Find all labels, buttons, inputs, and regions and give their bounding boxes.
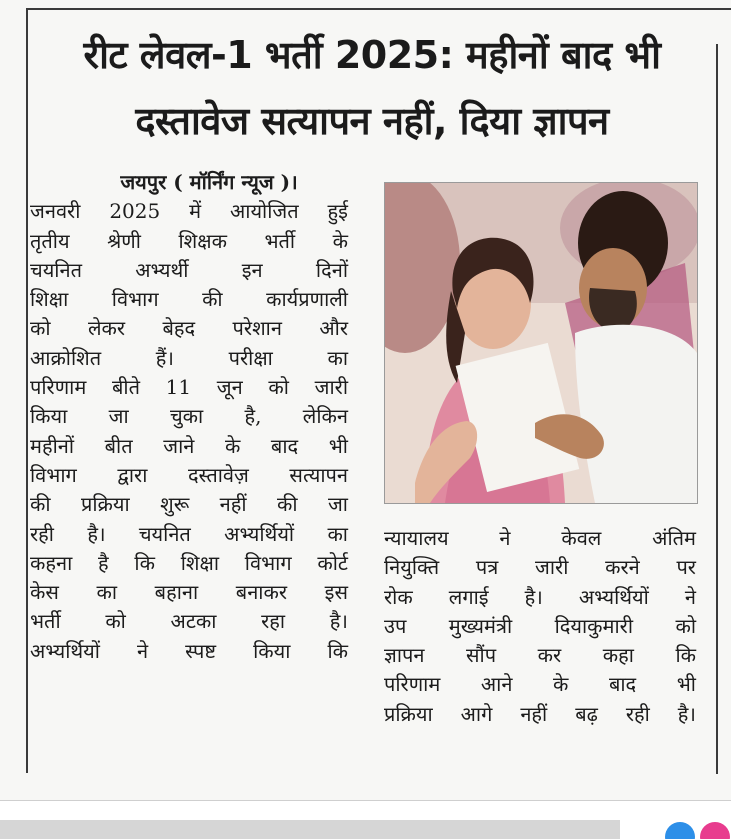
body-line: कहना है कि शिक्षा विभाग कोर्ट	[30, 550, 348, 575]
headline-line-1: रीट लेवल-1 भर्ती 2025: महीनों बाद भी	[83, 33, 661, 77]
body-line: परिणाम आने के बाद भी	[384, 672, 696, 697]
body-line: नियुक्ति पत्र जारी करने पर	[384, 555, 696, 580]
dateline: जयपुर ( मॉर्निंग न्यूज )।	[120, 170, 298, 194]
body-line: परिणाम बीते 11 जून को जारी	[30, 375, 348, 400]
body-line: जनवरी 2025 में आयोजित हुई	[30, 199, 348, 224]
body-line: रोक लगाई है। अभ्यर्थियों ने	[384, 584, 696, 609]
body-line: महीनों बीत जाने के बाद भी	[30, 433, 348, 458]
body-line: प्रक्रिया आगे नहीं बढ़ रही है।	[384, 701, 696, 726]
top-border-rule	[26, 8, 731, 10]
article-left-column	[30, 168, 348, 666]
body-line: केस का बहाना बनाकर इस	[30, 580, 348, 605]
body-line: की प्रक्रिया शुरू नहीं की जा	[30, 492, 348, 517]
body-line: विभाग द्वारा दस्तावेज़ सत्यापन	[30, 462, 348, 487]
body-line: भर्ती को अटका रहा है।	[30, 609, 348, 634]
body-line: न्यायालय ने केवल अंतिम	[384, 526, 696, 550]
body-line: उप मुख्यमंत्री दियाकुमारी को	[384, 613, 696, 638]
headline	[28, 22, 716, 154]
body-line: किया जा चुका है, लेकिन	[30, 404, 348, 429]
headline-line-2: दस्तावेज सत्यापन नहीं, दिया ज्ञापन	[135, 99, 609, 143]
news-photo	[384, 182, 698, 504]
body-line: आक्रोशित हैं। परीक्षा का	[30, 345, 348, 370]
article-right-column	[384, 524, 696, 729]
body-line: चयनित अभ्यर्थी इन दिनों	[30, 257, 348, 282]
body-line: अभ्यर्थियों ने स्पष्ट किया कि	[30, 638, 348, 663]
body-line: तृतीय श्रेणी शिक्षक भर्ती के	[30, 228, 348, 253]
body-line: शिक्षा विभाग की कार्यप्रणाली	[30, 287, 348, 312]
body-line: रही है। चयनित अभ्यर्थियों का	[30, 521, 348, 546]
body-line: ज्ञापन सौंप कर कहा कि	[384, 643, 696, 668]
news-photo-illustration	[385, 183, 697, 503]
body-line: को लेकर बेहद परेशान और	[30, 316, 348, 341]
bottom-gray-bar	[0, 820, 620, 839]
column-divider-rule	[716, 44, 718, 774]
bottom-divider	[0, 800, 731, 801]
